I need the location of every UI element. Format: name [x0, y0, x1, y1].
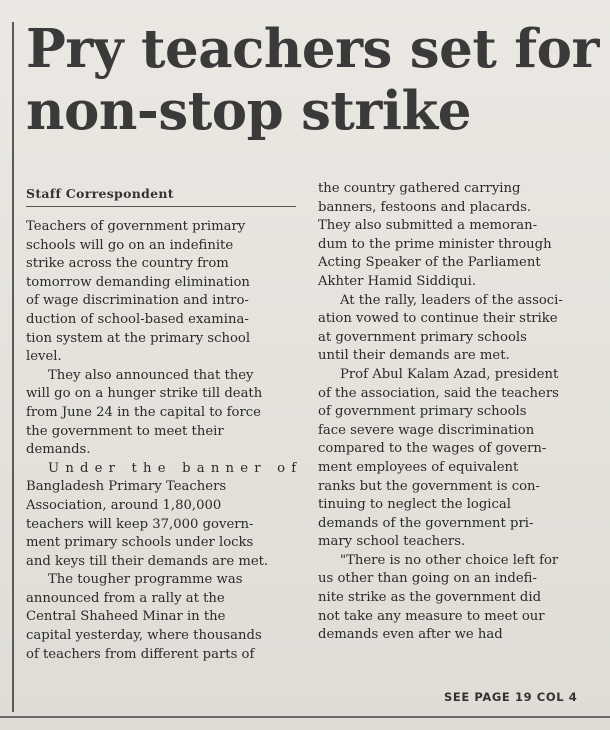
body-line: not take any measure to meet our	[318, 608, 545, 624]
body-line: They also announced that they	[48, 367, 254, 383]
body-line: schools will go on an indefinite	[26, 237, 234, 253]
body-line: They also submitted a memoran-	[318, 218, 538, 234]
body-line: of wage discrimination and intro-	[26, 293, 249, 309]
body-line: "There is no other choice left for	[340, 552, 559, 568]
body-line: until their demands are met.	[318, 348, 510, 364]
body-line: ment primary schools under locks	[26, 535, 254, 551]
left-column-rule	[12, 22, 14, 712]
body-line: tinuing to neglect the logical	[318, 497, 511, 513]
body-line: duction of school-based examina-	[26, 311, 249, 327]
body-line: level.	[26, 349, 62, 365]
body-line: demands of the government pri-	[318, 515, 534, 531]
body-line: of teachers from different parts of	[26, 646, 255, 662]
body-line: teachers will keep 37,000 govern-	[26, 516, 254, 532]
body-line: Under the banner of	[48, 460, 303, 476]
body-line: The tougher programme was	[48, 572, 243, 588]
body-line: Akhter Hamid Siddiqui.	[318, 273, 477, 289]
body-line: ation vowed to continue their strike	[318, 311, 558, 327]
body-line: face severe wage discrimination	[318, 422, 535, 438]
body-line: demands even after we had	[318, 627, 503, 643]
body-line: compared to the wages of govern-	[318, 441, 547, 457]
body-line: the government to meet their	[26, 423, 224, 439]
body-line: of the association, said the teachers	[318, 385, 559, 401]
body-line: from June 24 in the capital to force	[26, 404, 261, 420]
left-column	[26, 218, 303, 664]
bottom-rule	[0, 716, 610, 718]
body-line: at government primary schools	[318, 329, 527, 345]
body-line: Association, around 1,80,000	[26, 497, 222, 513]
body-line: announced from a rally at the	[26, 590, 225, 606]
headline-line-1: Pry teachers set for	[26, 18, 599, 80]
body-line: At the rally, leaders of the associ-	[340, 292, 563, 308]
body-line: tomorrow demanding elimination	[26, 274, 250, 290]
body-line: Prof Abul Kalam Azad, president	[340, 366, 559, 382]
body-line: demands.	[26, 442, 91, 458]
body-line: and keys till their demands are met.	[26, 553, 269, 569]
right-column	[318, 180, 590, 645]
body-line: tion system at the primary school	[26, 330, 251, 346]
body-line: Central Shaheed Minar in the	[26, 609, 226, 625]
body-line: the country gathered carrying	[318, 181, 521, 196]
body-line: banners, festoons and placards.	[318, 199, 532, 215]
body-line: will go on a hunger strike till death	[26, 386, 263, 402]
headline-line-2: non-stop strike	[26, 80, 471, 142]
body-line: Acting Speaker of the Parliament	[318, 255, 541, 271]
byline-rule	[26, 206, 296, 207]
body-line: capital yesterday, where thousands	[26, 628, 262, 644]
body-line: strike across the country from	[26, 256, 229, 272]
byline: Staff Correspondent	[26, 186, 174, 201]
body-line: Teachers of government primary	[26, 219, 246, 234]
body-line: Bangladesh Primary Teachers	[26, 479, 227, 495]
body-line: mary school teachers.	[318, 534, 466, 550]
body-line: nite strike as the government did	[318, 590, 542, 606]
body-line: ment employees of equivalent	[318, 459, 519, 475]
body-line: us other than going on an indefi-	[318, 571, 537, 587]
headline	[26, 18, 601, 142]
continuation-note: SEE PAGE 19 COL 4	[444, 690, 578, 704]
body-line: ranks but the government is con-	[318, 478, 541, 494]
body-line: of government primary schools	[318, 404, 527, 420]
body-line: dum to the prime minister through	[318, 236, 552, 252]
